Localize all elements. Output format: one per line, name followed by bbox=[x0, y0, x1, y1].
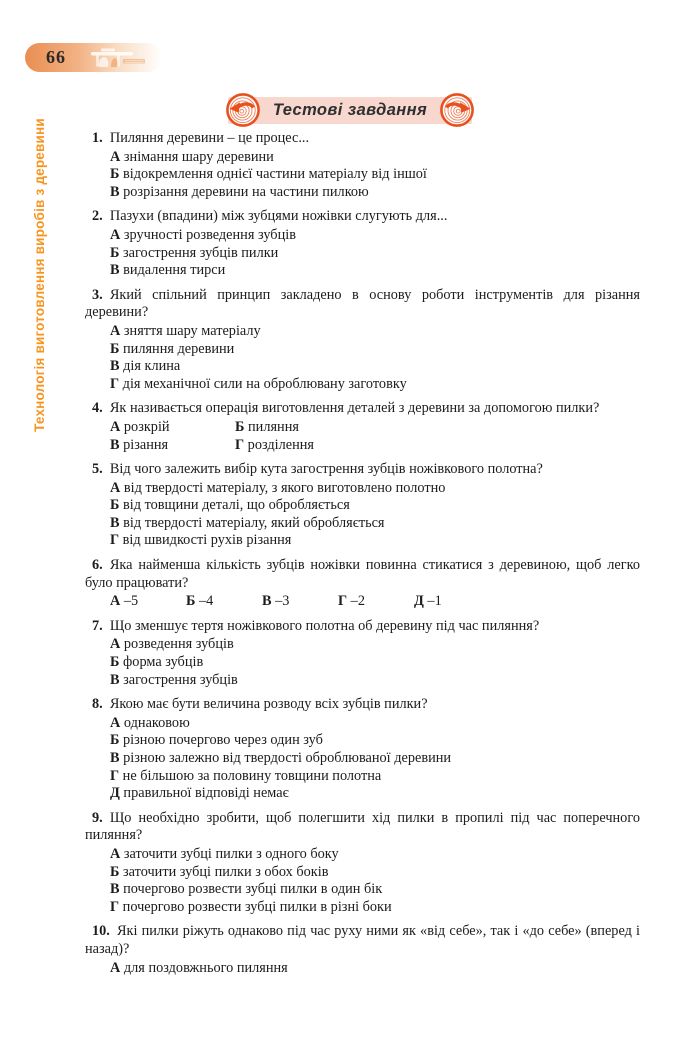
question-text: 6. Яка найменша кількість зубців ножівки повинна стикатися з деревиною, щоб легко було працювати? bbox=[85, 557, 640, 591]
option-Д: Д правильної відповіді немає bbox=[110, 785, 289, 802]
option-letter: Б bbox=[110, 863, 120, 880]
option-Г: Г розділення bbox=[235, 436, 314, 453]
option-letter: Б bbox=[110, 244, 120, 261]
option-letter: А bbox=[110, 479, 121, 496]
option-В: В –3 bbox=[262, 593, 290, 610]
option-В: В різною залежно від твердості оброблюваної деревини bbox=[110, 750, 452, 766]
question-1 bbox=[85, 130, 640, 201]
option-letter: А bbox=[110, 845, 121, 862]
option-Г: Г дія механічної сили на оброблювану заготовку bbox=[110, 375, 407, 392]
question-number: 10. bbox=[92, 923, 110, 940]
option-letter: Г bbox=[235, 436, 245, 453]
option-Г: Г від швидкості рухів різання bbox=[110, 532, 292, 549]
question-text: 10. Які пилки ріжуть однаково під час руху ними як «від себе», так і «до себе» (вперед і назад)? bbox=[85, 923, 640, 957]
option-letter: В bbox=[110, 262, 120, 279]
question-text: 1. Пиляння деревини – це процес... bbox=[92, 130, 310, 146]
option-В: В загострення зубців bbox=[110, 671, 238, 688]
page-number-badge bbox=[25, 43, 162, 72]
wood-rings-arrow-left-icon bbox=[225, 92, 261, 128]
question-number: 7. bbox=[92, 617, 103, 634]
question-number: 5. bbox=[92, 461, 103, 478]
answer-options bbox=[110, 323, 640, 393]
question-number: 4. bbox=[92, 400, 103, 417]
option-Б: Б відокремлення однієї частини матеріалу від іншої bbox=[110, 166, 427, 183]
option-А: А зручності розведення зубців bbox=[110, 226, 296, 243]
question-10 bbox=[85, 923, 640, 977]
question-3 bbox=[85, 287, 640, 394]
option-В: В різання bbox=[110, 436, 169, 453]
question-text: 8. Якою має бути величина розводу всіх зубців пилки? bbox=[92, 696, 428, 713]
answer-options bbox=[110, 480, 640, 550]
option-letter: А bbox=[110, 636, 121, 653]
banner-title: Тестові завдання bbox=[272, 101, 428, 119]
option-letter: В bbox=[110, 436, 120, 453]
question-number: 2. bbox=[92, 208, 103, 225]
option-Б: Б від товщини деталі, що обробляється bbox=[110, 497, 350, 514]
option-В: В дія клина bbox=[110, 358, 181, 375]
option-letter: Б bbox=[186, 593, 196, 610]
question-number: 6. bbox=[92, 557, 103, 574]
option-Б: Б –4 bbox=[186, 593, 214, 610]
question-text: 3. Який спільний принцип закладено в основу роботи інструментів для різання деревини? bbox=[85, 286, 640, 321]
answer-options bbox=[110, 419, 640, 454]
option-А: А –5 bbox=[110, 593, 139, 610]
question-text: 5. Від чого залежить вибір кута загострення зубців ножівкового полотна? bbox=[92, 461, 543, 478]
option-letter: В bbox=[262, 593, 272, 610]
option-letter: Б bbox=[110, 340, 120, 357]
option-В: В почергово розвести зубці пилки в один бік bbox=[110, 881, 383, 898]
answer-options bbox=[110, 149, 640, 202]
option-Д: Д –1 bbox=[414, 593, 442, 610]
chapter-sidebar-label: Технологія виготовлення виробів з деревини bbox=[32, 118, 47, 432]
option-letter: Б bbox=[110, 497, 120, 514]
option-letter: В bbox=[110, 358, 120, 375]
option-letter: В bbox=[110, 183, 120, 200]
option-letter: Б bbox=[235, 418, 245, 435]
option-В: В розрізання деревини на частини пилкою bbox=[110, 183, 369, 200]
option-А: А заточити зубці пилки з одного боку bbox=[110, 845, 339, 862]
option-А: А для поздовжнього пиляння bbox=[110, 959, 288, 976]
option-letter: В bbox=[110, 514, 120, 531]
option-Б: Б загострення зубців пилки bbox=[110, 244, 279, 261]
option-Б: Б заточити зубці пилки з обох боків bbox=[110, 863, 329, 880]
option-Г: Г –2 bbox=[338, 593, 365, 610]
option-letter: Б bbox=[110, 732, 120, 749]
option-letter: Д bbox=[110, 785, 120, 802]
question-9 bbox=[85, 810, 640, 917]
question-5 bbox=[85, 461, 640, 550]
option-letter: Г bbox=[338, 593, 348, 610]
option-letter: А bbox=[110, 418, 121, 435]
question-8 bbox=[85, 696, 640, 803]
option-letter: А bbox=[110, 226, 121, 243]
workbench-logo-icon bbox=[87, 45, 159, 71]
option-Г: Г почергово розвести зубці пилки в різні боки bbox=[110, 898, 392, 915]
question-text: 2. Пазухи (впадини) між зубцями ножівки слугують для... bbox=[92, 208, 448, 225]
question-4 bbox=[85, 400, 640, 454]
answer-options bbox=[110, 846, 640, 916]
option-letter: В bbox=[110, 881, 120, 898]
option-letter: А bbox=[110, 593, 121, 610]
option-letter: А bbox=[110, 714, 121, 731]
option-Б: Б форма зубців bbox=[110, 654, 204, 671]
question-7 bbox=[85, 618, 640, 689]
option-В: В видалення тирси bbox=[110, 262, 226, 279]
option-letter: А bbox=[110, 148, 121, 165]
question-text: 7. Що зменшує тертя ножівкового полотна об деревину під час пиляння? bbox=[92, 617, 540, 634]
question-2 bbox=[85, 208, 640, 279]
option-Б: Б різною почергово через один зуб bbox=[110, 732, 323, 749]
option-А: А розведення зубців bbox=[110, 636, 234, 653]
option-letter: Б bbox=[110, 654, 120, 671]
questions-list bbox=[85, 130, 640, 984]
option-А: А однаковою bbox=[110, 714, 190, 731]
answer-options bbox=[110, 715, 640, 803]
question-number: 1. bbox=[92, 130, 103, 146]
question-number: 3. bbox=[92, 286, 103, 303]
question-number: 8. bbox=[92, 696, 103, 713]
option-letter: Г bbox=[110, 898, 120, 915]
answer-options bbox=[110, 227, 640, 280]
option-letter: А bbox=[110, 959, 121, 976]
option-letter: Г bbox=[110, 767, 120, 784]
wood-rings-arrow-right-icon bbox=[439, 92, 475, 128]
option-А: А зняття шару матеріалу bbox=[110, 322, 261, 339]
option-А: А розкрій bbox=[110, 418, 170, 435]
option-letter: В bbox=[110, 750, 120, 766]
option-Г: Г не більшою за половину товщини полотна bbox=[110, 767, 382, 784]
option-А: А від твердості матеріалу, з якого виготовлено полотно bbox=[110, 479, 446, 496]
question-number: 9. bbox=[92, 809, 103, 826]
test-tasks-banner bbox=[228, 97, 472, 124]
answer-options bbox=[110, 593, 640, 611]
option-letter: Б bbox=[110, 166, 120, 183]
option-А: А знімання шару деревини bbox=[110, 148, 274, 165]
answer-options bbox=[110, 960, 640, 978]
option-letter: Г bbox=[110, 532, 120, 549]
page-number: 66 bbox=[46, 47, 66, 67]
option-letter: Д bbox=[414, 593, 424, 610]
option-letter: Г bbox=[110, 375, 120, 392]
answer-options bbox=[110, 636, 640, 689]
question-6 bbox=[85, 557, 640, 611]
option-Б: Б пиляння деревини bbox=[110, 340, 235, 357]
option-В: В від твердості матеріалу, який обробляється bbox=[110, 514, 385, 531]
question-text: 4. Як називається операція виготовлення деталей з деревини за допомогою пилки? bbox=[92, 400, 600, 417]
option-Б: Б пиляння bbox=[235, 418, 299, 435]
question-text: 9. Що необхідно зробити, щоб полегшити хід пилки в пропилі під час поперечного пиляння? bbox=[85, 809, 640, 844]
option-letter: А bbox=[110, 322, 121, 339]
option-letter: В bbox=[110, 671, 120, 688]
